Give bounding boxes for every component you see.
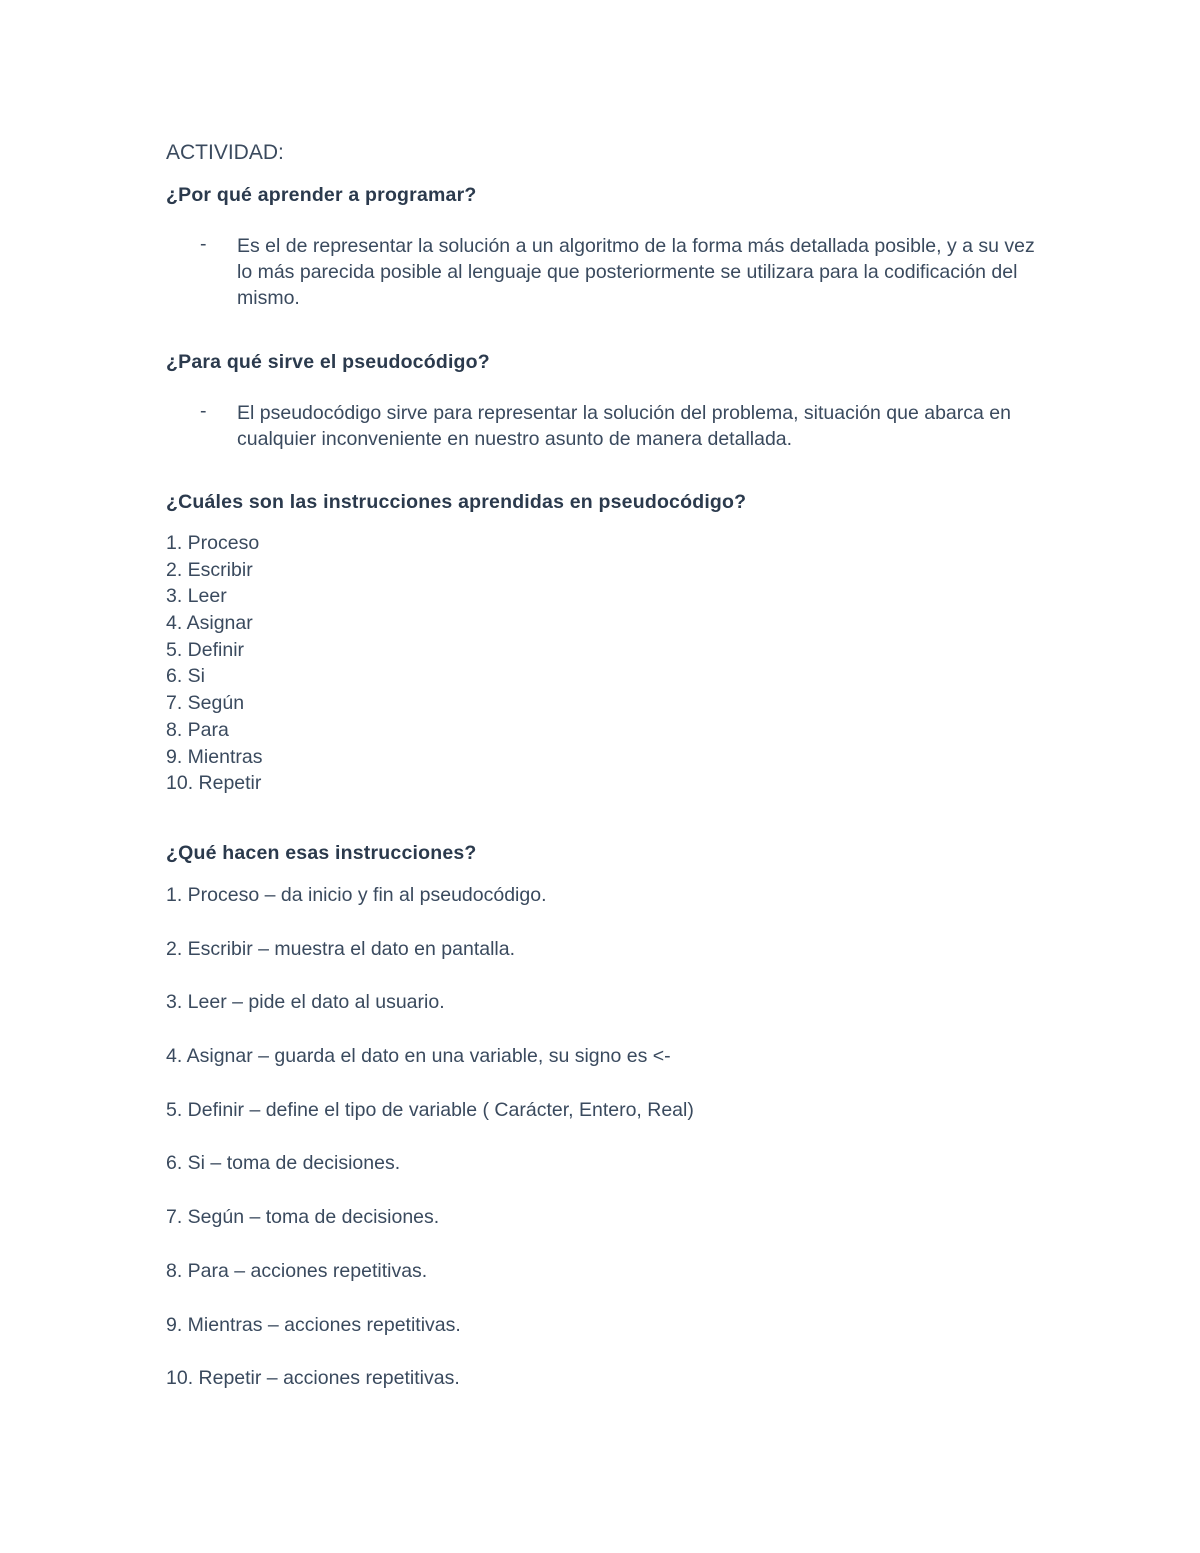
list-item: 4. Asignar – guarda el dato en una variable, su signo es <-	[166, 1045, 671, 1068]
list-item: 9. Mientras	[166, 745, 263, 768]
bullet-dash: -	[200, 233, 207, 255]
question-what-instructions-do: ¿Qué hacen esas instrucciones?	[166, 842, 477, 864]
list-item: 10. Repetir – acciones repetitivas.	[166, 1367, 460, 1390]
document-title: ACTIVIDAD:	[166, 141, 284, 164]
question-learned-instructions: ¿Cuáles son las instrucciones aprendidas en pseudocódigo?	[166, 491, 747, 513]
list-item: 9. Mientras – acciones repetitivas.	[166, 1313, 461, 1336]
list-item: 8. Para – acciones repetitivas.	[166, 1259, 428, 1282]
question-pseudocode-purpose: ¿Para qué sirve el pseudocódigo?	[166, 351, 490, 373]
list-item: 10. Repetir	[166, 772, 262, 795]
list-item: 2. Escribir	[166, 558, 253, 581]
list-item: 5. Definir	[166, 638, 245, 661]
list-item: 1. Proceso – da inicio y fin al pseudocódigo.	[166, 884, 547, 906]
question-why-learn-programming: ¿Por qué aprender a programar?	[166, 184, 477, 206]
answer-text-1: Es el de representar la solución a un algoritmo de la forma más detallada posible, y a su vez lo más parecida posible al lenguaje que posteriormente se utilizara para la codificación del mismo.	[237, 235, 1035, 309]
list-item: 8. Para	[166, 718, 229, 741]
list-item: 4. Asignar	[166, 612, 253, 635]
list-item: 5. Definir – define el tipo de variable ( Carácter, Entero, Real)	[166, 1098, 694, 1121]
list-item: 3. Leer – pide el dato al usuario.	[166, 991, 445, 1014]
list-item: 7. Según	[166, 692, 245, 715]
list-item: 7. Según – toma de decisiones.	[166, 1206, 440, 1229]
instruction-list	[166, 530, 262, 797]
instruction-description-list	[166, 882, 694, 1419]
list-item: 3. Leer	[166, 585, 227, 608]
answer-text-2: El pseudocódigo sirve para representar la solución del problema, situación que abarca en cualquier inconveniente en nuestro asunto de manera detallada.	[237, 402, 1011, 450]
list-item: 2. Escribir – muestra el dato en pantalla.	[166, 937, 516, 960]
bullet-dash: -	[200, 400, 207, 422]
list-item: 6. Si	[166, 665, 206, 688]
list-item: 6. Si – toma de decisiones.	[166, 1152, 401, 1175]
list-item: 1. Proceso	[166, 532, 260, 554]
